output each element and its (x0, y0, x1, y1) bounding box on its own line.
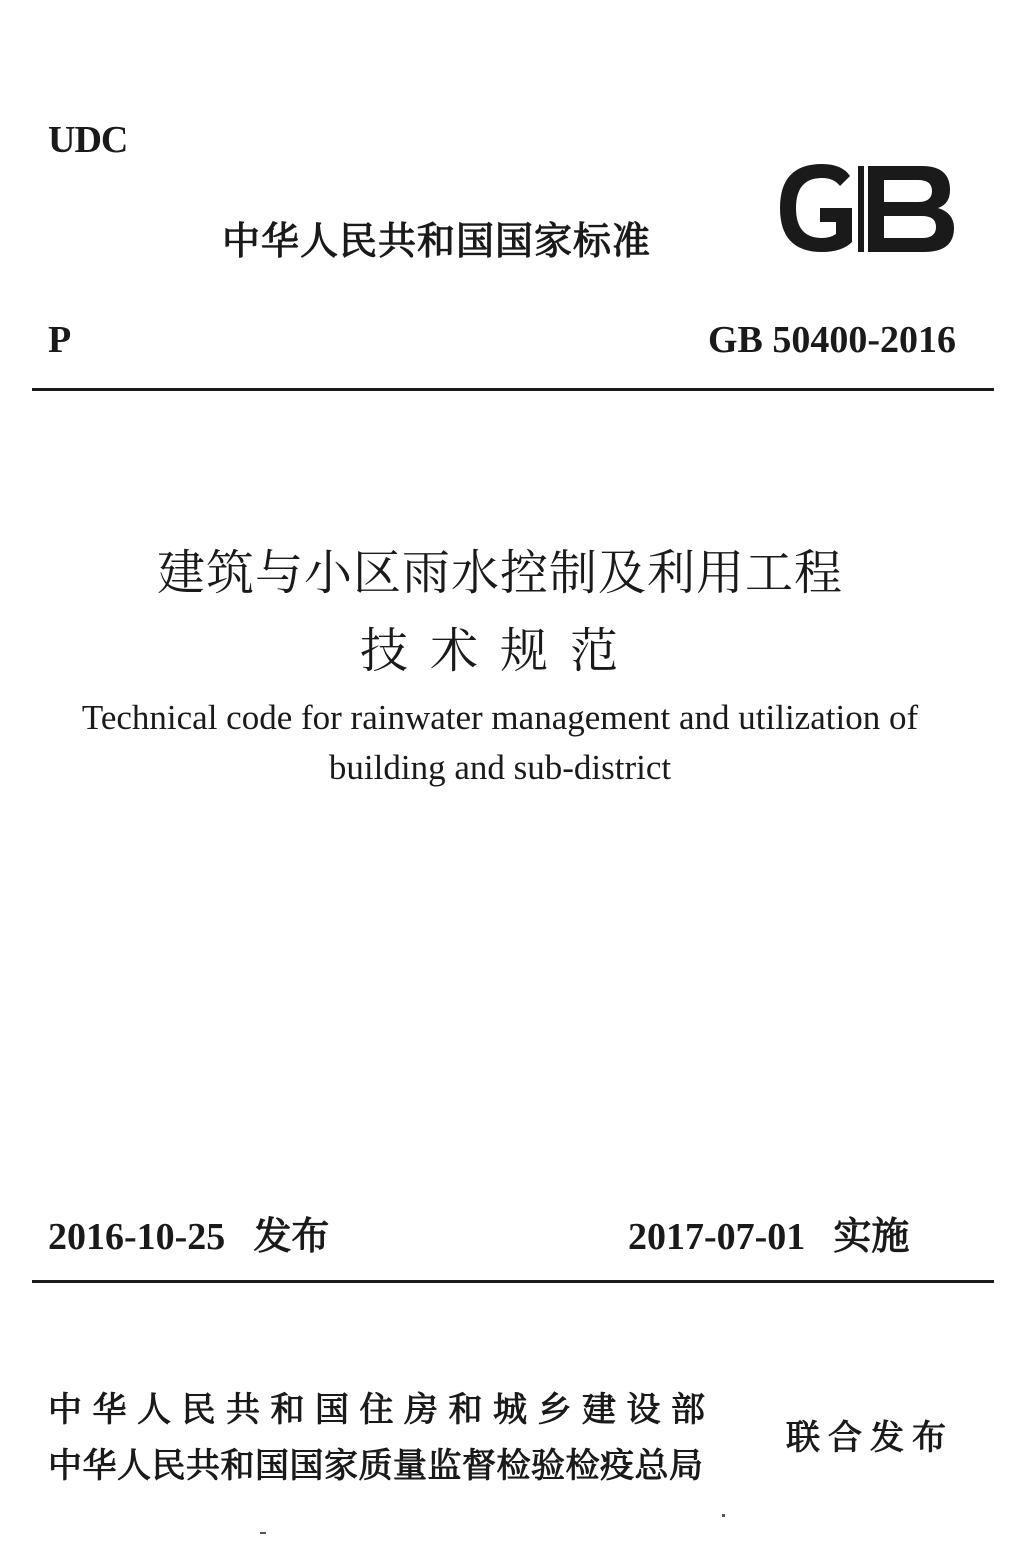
issue-label: 发布 (253, 1214, 330, 1258)
title-cn-line-1: 建筑与小区雨水控制及利用工程 (156, 545, 843, 601)
title-en-line-2: building and sub-district (328, 748, 672, 787)
effective-date-row (628, 1205, 909, 1260)
effective-label: 实施 (833, 1214, 910, 1258)
standard-number: GB 50400-2016 (707, 319, 956, 361)
bottom-divider (32, 1280, 994, 1283)
issuer-ministry-housing: 中华人民共和国住房和城乡建设部 (48, 1390, 716, 1430)
title-cn-line-2: 技术规范 (359, 623, 640, 679)
issue-date-row (48, 1205, 329, 1260)
gb-logo-icon (772, 158, 958, 258)
category-code: P (48, 319, 72, 361)
top-divider (32, 388, 994, 391)
issuers-block (48, 1382, 716, 1494)
standard-type-heading: 中华人民共和国国家标准 (222, 219, 652, 263)
title-en-line-1: Technical code for rainwater management and utilization of (81, 698, 919, 737)
scan-speck (260, 1532, 266, 1534)
issuer-aqsiq: 中华人民共和国国家质量监督检验检疫总局 (48, 1446, 704, 1486)
joint-issue-label: 联合发布 (786, 1418, 954, 1458)
effective-date: 2017-07-01 (628, 1216, 806, 1258)
udc-label: UDC (48, 119, 128, 161)
scan-speck (722, 1514, 725, 1517)
issue-date: 2016-10-25 (48, 1216, 226, 1258)
